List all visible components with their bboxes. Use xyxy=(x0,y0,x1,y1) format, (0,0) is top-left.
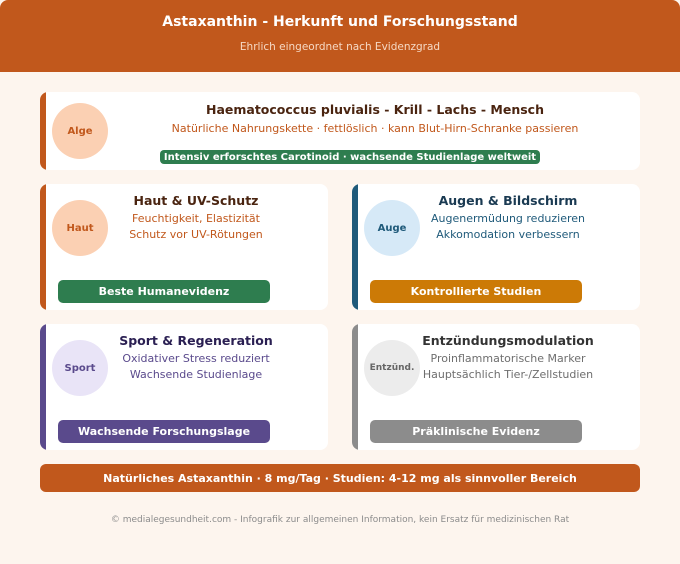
copyright-notice: © medialegesundheit.com - Infografik zur allgemeinen Information, kein Ersatz für medizinischen Rat xyxy=(110,515,570,525)
skin-card xyxy=(40,184,328,310)
evidence-badge: Wachsende Forschungslage xyxy=(58,420,270,443)
card-accent-stripe xyxy=(352,184,358,310)
circle-label: Alge xyxy=(67,125,93,137)
card-description: Hauptsächlich Tier-/Zellstudien xyxy=(422,368,594,381)
evidence-badge: Beste Humanevidenz xyxy=(58,280,270,303)
sport-icon xyxy=(52,340,108,396)
card-description: Akkomodation verbessern xyxy=(436,228,580,241)
card-accent-stripe xyxy=(40,324,46,450)
circle-label: Sport xyxy=(64,362,96,374)
card-heading: Haut & UV-Schutz xyxy=(133,193,259,208)
card-description: Wachsende Studienlage xyxy=(129,368,263,381)
card-heading: Augen & Bildschirm xyxy=(438,193,578,208)
evidence-badge: Kontrollierte Studien xyxy=(370,280,582,303)
evidence-badge: Präklinische Evidenz xyxy=(370,420,582,443)
page-title: Astaxanthin - Herkunft und Forschungsstand xyxy=(162,14,518,30)
card-heading: Haematococcus pluvialis - Krill - Lachs - Mensch xyxy=(205,102,544,117)
circle-label: Haut xyxy=(66,222,94,234)
auge-icon xyxy=(364,200,420,256)
card-accent-stripe xyxy=(352,324,358,450)
eye-card xyxy=(352,184,640,310)
card-description: Augenermüdung reduzieren xyxy=(430,212,586,225)
card-description: Natürliche Nahrungskette · fettlöslich · kann Blut-Hirn-Schranke passieren xyxy=(171,122,579,135)
sport-card xyxy=(40,324,328,450)
card-description: Oxidativer Stress reduziert xyxy=(122,352,270,365)
source-card xyxy=(40,92,640,170)
header-banner xyxy=(0,0,680,72)
haut-icon xyxy=(52,200,108,256)
card-accent-stripe xyxy=(40,184,46,310)
circle-label: Entzünd. xyxy=(369,363,415,373)
circle-label: Auge xyxy=(377,222,407,234)
dosage-summary-bar: Natürliches Astaxanthin · 8 mg/Tag · Studien: 4-12 mg als sinnvoller Bereich xyxy=(40,464,640,492)
card-description: Schutz vor UV-Rötungen xyxy=(129,228,263,241)
entzuendung-icon xyxy=(364,340,420,396)
inflammation-card xyxy=(352,324,640,450)
page-subtitle: Ehrlich eingeordnet nach Evidenzgrad xyxy=(239,41,441,53)
card-heading: Sport & Regeneration xyxy=(119,333,273,348)
card-accent-stripe xyxy=(40,92,46,170)
card-description: Proinflammatorische Marker xyxy=(430,352,586,365)
card-description: Feuchtigkeit, Elastizität xyxy=(132,212,260,225)
evidence-badge: Intensiv erforschtes Carotinoid · wachsende Studienlage weltweit xyxy=(160,150,540,164)
alge-icon xyxy=(52,103,108,159)
card-heading: Entzündungsmodulation xyxy=(422,333,594,348)
